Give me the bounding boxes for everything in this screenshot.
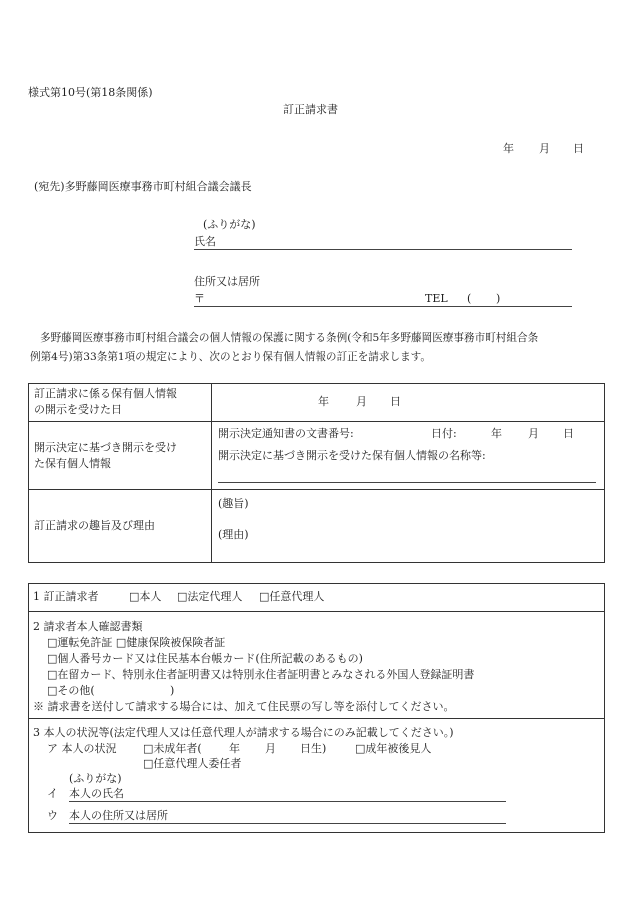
form-number: 様式第10号(第18条関係): [28, 86, 153, 99]
table2-row-line-2: [28, 718, 604, 719]
tel-paren-close: ): [496, 292, 501, 305]
status-principal[interactable]: □任意代理人委任者: [143, 757, 242, 770]
row2-year: 年: [491, 427, 502, 440]
info-name-line[interactable]: [218, 482, 596, 483]
intro-line-2: 例第4号)第33条第1項の規定により、次のとおり保有個人情報の訂正を請求します。: [30, 351, 432, 363]
info-name-label: 開示決定に基づき開示を受けた保有個人情報の名称等:: [218, 449, 486, 462]
row2-day: 日: [563, 427, 574, 440]
date-year-label: 年: [503, 142, 514, 155]
status-minor[interactable]: □未成年者(: [143, 742, 202, 755]
id-documents-other-close: ): [170, 684, 175, 697]
row3-label: 訂正請求の趣旨及び理由: [34, 519, 155, 532]
reason-label: (理由): [218, 528, 249, 541]
requester-option-voluntary-agent[interactable]: □任意代理人: [259, 590, 325, 603]
applicant-furigana-label: (ふりがな): [203, 218, 256, 231]
date-month-label: 月: [539, 142, 550, 155]
applicant-address-line[interactable]: [194, 306, 572, 307]
requester-info-table: [28, 583, 605, 833]
id-documents-note: ※ 請求書を送付して請求する場合には、加えて住民票の写し等を添付してください。: [33, 700, 455, 713]
id-documents-line2[interactable]: □個人番号カード又は住民基本台帳カード(住所記載のあるもの): [47, 652, 363, 665]
row1-month: 月: [356, 395, 367, 408]
applicant-name-line[interactable]: [194, 249, 572, 250]
status-minor-month: 月: [265, 742, 276, 755]
date-day-label: 日: [573, 142, 584, 155]
document-title: 訂正請求書: [283, 103, 338, 116]
principal-furigana-label: (ふりがな): [69, 772, 122, 785]
row1-label-line2: の開示を受けた日: [34, 403, 122, 416]
principal-name-prefix: イ: [47, 787, 58, 800]
principal-address-label: 本人の住所又は居所: [69, 809, 168, 822]
applicant-address-label: 住所又は居所: [194, 275, 260, 288]
principal-name-line[interactable]: [69, 801, 506, 802]
purpose-label: (趣旨): [218, 497, 249, 510]
doc-number-label: 開示決定通知書の文書番号:: [218, 427, 354, 440]
status-adult-ward[interactable]: □成年被後見人: [355, 742, 432, 755]
id-documents-line1[interactable]: □運転免許証 □健康保険被保険者証: [47, 636, 226, 649]
id-documents-other[interactable]: □その他(: [47, 684, 95, 697]
row2-month: 月: [528, 427, 539, 440]
id-documents-title: 2 請求者本人確認書類: [33, 620, 143, 633]
id-documents-line3[interactable]: □在留カード、特別永住者証明書又は特別永住者証明書とみなされる外国人登録証明書: [47, 668, 475, 681]
table1-row-line-1: [28, 421, 604, 422]
principal-name-label: 本人の氏名: [69, 787, 124, 800]
table1-row-line-2: [28, 489, 604, 490]
tel-paren-open: (: [467, 292, 472, 305]
disclosure-info-table: [28, 383, 605, 563]
principal-address-line[interactable]: [69, 823, 506, 824]
requester-type-label: 1 訂正請求者: [33, 590, 99, 603]
requester-option-legal-agent[interactable]: □法定代理人: [177, 590, 243, 603]
postal-mark: 〒: [194, 292, 205, 305]
requester-option-self[interactable]: □本人: [129, 590, 162, 603]
status-minor-birth: 日生): [300, 742, 327, 755]
applicant-name-label: 氏名: [194, 235, 216, 248]
row1-label-line1: 訂正請求に係る保有個人情報: [34, 387, 177, 400]
tel-label: TEL: [425, 292, 448, 305]
table1-divider: [211, 383, 212, 562]
table2-row-line-1: [28, 611, 604, 612]
principal-status-title: 3 本人の状況等(法定代理人又は任意代理人が請求する場合にのみ記載してください。): [33, 726, 454, 739]
status-minor-year: 年: [229, 742, 240, 755]
addressee: (宛先)多野藤岡医療事務市町村組合議会議長: [34, 180, 252, 193]
row2-label-line2: た保有個人情報: [34, 457, 111, 470]
principal-address-prefix: ウ: [47, 809, 58, 822]
row2-label-line1: 開示決定に基づき開示を受け: [34, 441, 177, 454]
row1-day: 日: [390, 395, 401, 408]
row2-date-label: 日付:: [431, 427, 457, 440]
intro-line-1: 多野藤岡医療事務市町村組合議会の個人情報の保護に関する条例(令和5年多野藤岡医療事務市町村組合条: [40, 332, 539, 344]
row1-year: 年: [318, 395, 329, 408]
principal-status-label: ア 本人の状況: [47, 742, 117, 755]
